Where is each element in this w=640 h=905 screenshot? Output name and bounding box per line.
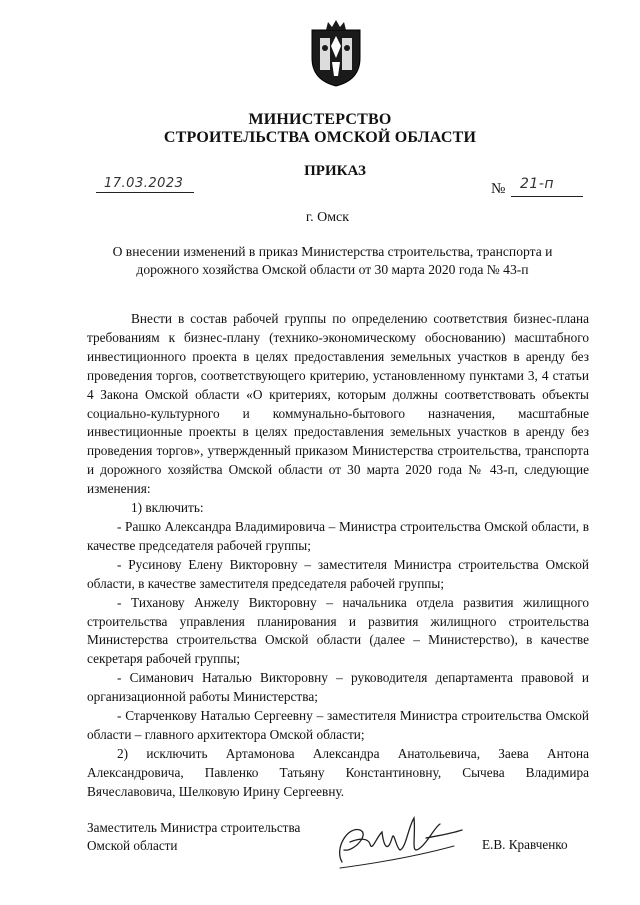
omsk-coat-of-arms-icon — [308, 18, 364, 88]
list-item: - Тиханову Анжелу Викторовну – начальника отдела развития жилищного строительства управления планирования и развития жилищного строительства Министерства строительства Омской области (далее – Министерство), в качестве секретаря рабочей группы; — [87, 594, 589, 667]
list-item: - Симанович Наталью Викторовну – руководителя департамента правовой и организационной работы Министерства; — [87, 670, 589, 705]
document-subject — [60, 243, 605, 279]
list-item: - Рашко Александра Владимировича – Министра строительства Омской области, в качестве председателя рабочей группы; — [87, 518, 589, 553]
point-2-paragraph: 2) исключить Артамонова Александра Анатольевича, Заева Антона Александровича, Павленко Татьяну Константиновну, Сычева Владимира Вячеславовича, Шелковую Ирину Сергеевну. — [87, 745, 589, 799]
ministry-name-line2: СТРОИТЕЛЬСТВА ОМСКОЙ ОБЛАСТИ — [163, 129, 477, 146]
ministry-name-line1: МИНИСТЕРСТВО — [248, 111, 392, 128]
document-type-title: ПРИКАЗ — [304, 163, 366, 179]
point-1-heading: 1) включить: — [131, 500, 204, 516]
list-item: - Русинову Елену Викторовну – заместителя Министра строительства Омской области, в качестве заместителя председателя рабочей группы; — [87, 556, 589, 591]
date-underline — [96, 192, 194, 193]
document-body — [87, 310, 589, 802]
signatory-title-line-2: Омской области — [87, 838, 178, 853]
subject-line-2: дорожного хозяйства Омской области от 30 марта 2020 года № 43-п — [136, 262, 529, 277]
document-date: 17.03.2023 — [104, 176, 184, 191]
signatory-title — [87, 819, 300, 855]
number-underline — [511, 196, 583, 197]
document-number: 21-п — [520, 176, 555, 192]
signatory-name: Е.В. Кравченко — [482, 837, 568, 852]
number-sign: № — [491, 181, 506, 197]
city-label: г. Омск — [305, 210, 350, 225]
signatory-title-line-1: Заместитель Министра строительства — [87, 820, 301, 835]
body-intro-paragraph: Внести в состав рабочей группы по определению соответствия бизнес-плана требованиям к бизнес-плану (технико-экономическому обоснованию) масштабного инвестиционного проекта в целях предоставления земельных участков в аренду без проведения торгов, соответствующего критерию, установленному пунктами 3, 4 статьи 4 Закона Омской области «О критериях, которым должны соответствовать объекты социально-культурного и коммунально-бытового назначения, масштабные инвестиционные проекты в целях предоставления земельных участков в аренду без проведения торгов», утвержденный приказом Министерства строительства, транспорта и дорожного хозяйства Омской области от 30 марта 2020 года № 43-п, следующие изменения: — [87, 311, 589, 497]
subject-line-1: О внесении изменений в приказ Министерства строительства, транспорта и — [112, 244, 553, 259]
list-item: - Старченкову Наталью Сергеевну – заместителя Министра строительства Омской области – главного архитектора Омской области; — [87, 708, 589, 742]
handwritten-signature-icon — [330, 808, 470, 878]
